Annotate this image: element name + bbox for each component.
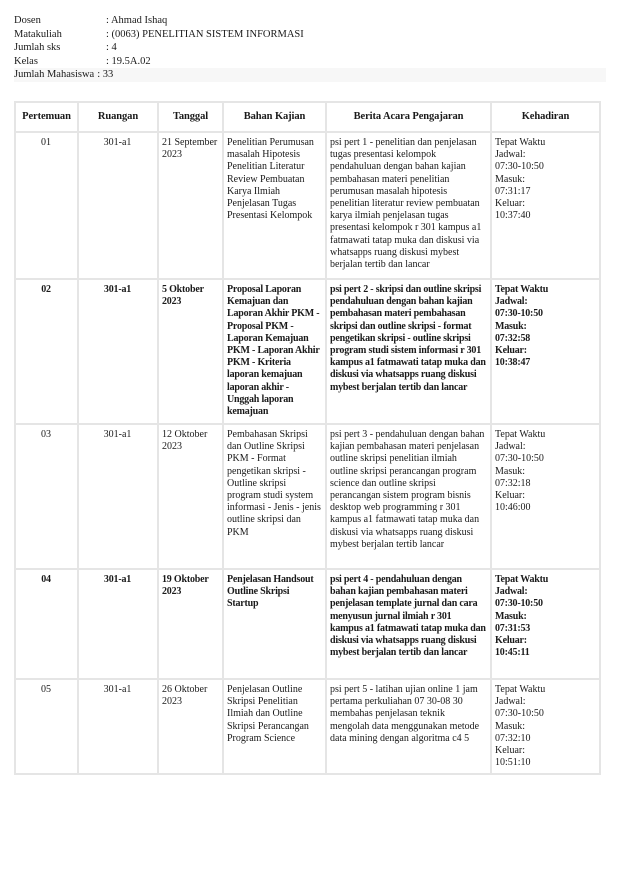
col-header-pertemuan: Pertemuan bbox=[15, 102, 78, 132]
cell-pertemuan: 02 bbox=[15, 279, 78, 424]
check-in-value: 07:32:18 bbox=[495, 477, 531, 489]
schedule-label: Jadwal: bbox=[495, 296, 528, 308]
info-label: Matakuliah bbox=[14, 28, 62, 40]
cell-berita-acara: psi pert 4 - pendahuluan dengan bahan kajian pembahasan materi penjelasan template jurnal dan cara menyusun jurnal ilmiah r 301 kampus a1 fatmawati tatap muka dan diskusi via whatsapps ruang diskusi mybest berjalan tertib dan lancar bbox=[326, 569, 491, 679]
info-value: : 33 bbox=[97, 69, 114, 81]
cell-berita-acara: psi pert 3 - pendahuluan dengan bahan kajian pembahasan materi penjelasan outline skripsi penelitian ilmiah outline skripsi perancangan program science dan outline skripsi perancangan sistem program bisnis desktop web programming r 301 kampus a1 fatmawati tatap muka dan diskusi via whatsapps ruang diskusi mybest berjalan tertib lancar bbox=[326, 424, 491, 569]
col-header-bahan-kajian: Bahan Kajian bbox=[223, 102, 326, 132]
cell-pertemuan: 03 bbox=[15, 424, 78, 569]
cell-kehadiran bbox=[491, 424, 600, 569]
schedule-value: 07:30-10:50 bbox=[495, 598, 543, 610]
table-row bbox=[15, 424, 600, 569]
check-out-label: Keluar: bbox=[495, 745, 525, 757]
cell-kehadiran bbox=[491, 679, 600, 774]
table-row bbox=[15, 569, 600, 679]
check-out-label: Keluar: bbox=[495, 345, 527, 357]
col-header-tanggal: Tanggal bbox=[158, 102, 223, 132]
cell-bahan-kajian: Penjelasan Handsout Outline Skripsi Startup bbox=[223, 569, 326, 679]
cell-berita-acara: psi pert 5 - latihan ujian online 1 jam pertama perkuliahan 07 30-08 30 membahas penjelasan teknik mengolah data menggunakan metode data mining dengan algoritma c4 5 bbox=[326, 679, 491, 774]
schedule-label: Jadwal: bbox=[495, 149, 526, 161]
cell-bahan-kajian: Penjelasan Outline Skripsi Penelitian Ilmiah dan Outline Skripsi Perancangan Program Science bbox=[223, 679, 326, 774]
table-row bbox=[15, 279, 600, 424]
schedule-value: 07:30-10:50 bbox=[495, 453, 544, 465]
course-info bbox=[14, 14, 606, 82]
check-out-value: 10:38:47 bbox=[495, 357, 531, 369]
attendance-status: Tepat Waktu bbox=[495, 684, 546, 695]
attendance-status: Tepat Waktu bbox=[495, 137, 546, 148]
info-label: Kelas bbox=[14, 55, 38, 67]
check-in-label: Masuk: bbox=[495, 610, 527, 622]
attendance-status: Tepat Waktu bbox=[495, 574, 549, 585]
attendance-status: Tepat Waktu bbox=[495, 429, 546, 440]
info-jumlah-sks bbox=[14, 41, 606, 55]
table-header-row bbox=[15, 102, 600, 132]
cell-pertemuan: 01 bbox=[15, 132, 78, 279]
info-matakuliah bbox=[14, 28, 606, 42]
cell-bahan-kajian: Penelitian Perumusan masalah Hipotesis Penelitian Literatur Review Pembuatan Karya Ilmiah Penjelasan Tugas Presentasi Kelompok bbox=[223, 132, 326, 279]
cell-tanggal: 12 Oktober 2023 bbox=[158, 424, 223, 569]
cell-bahan-kajian: Pembahasan Skripsi dan Outline Skripsi PKM - Format pengetikan skripsi - Outline skripsi program studi system informasi - Jenis - jenis outline skripsi dan PKM bbox=[223, 424, 326, 569]
check-out-value: 10:46:00 bbox=[495, 502, 531, 514]
cell-berita-acara: psi pert 2 - skripsi dan outline skripsi pendahuluan dengan bahan kajian pembahasan materi pembahasan skripsi dan outline skripsi - format pengetikan skripsi - outline skripsi program studi sistem informasi r 301 kampus a1 fatmawati tatap muka dan diskusi via whatsapps ruang diskusi mybest berjalan tertib dan lancar bbox=[326, 279, 491, 424]
cell-tanggal: 21 September 2023 bbox=[158, 132, 223, 279]
schedule-value: 07:30-10:50 bbox=[495, 708, 544, 720]
cell-berita-acara: psi pert 1 - penelitian dan penjelasan tugas presentasi kelompok pendahuluan dengan bahan kajian pembahasan materi penelitian perumusan masalah hipotesis penelitian literatur review pembuatan karya ilmiah penjelasan tugas presentasi kelompok r 301 kampus a1 fatmawati tatap muka dan diskusi via whatsapps ruang diskusi mybest berjalan tertib dan lancar bbox=[326, 132, 491, 279]
check-in-value: 07:32:58 bbox=[495, 332, 531, 344]
cell-ruangan: 301-a1 bbox=[78, 679, 158, 774]
check-in-label: Masuk: bbox=[495, 720, 525, 732]
check-out-value: 10:51:10 bbox=[495, 757, 531, 769]
cell-ruangan: 301-a1 bbox=[78, 424, 158, 569]
check-in-label: Masuk: bbox=[495, 320, 527, 332]
cell-ruangan: 301-a1 bbox=[78, 132, 158, 279]
schedule-label: Jadwal: bbox=[495, 441, 526, 453]
schedule-label: Jadwal: bbox=[495, 586, 528, 598]
check-out-value: 10:45:11 bbox=[495, 647, 530, 659]
check-in-label: Masuk: bbox=[495, 465, 525, 477]
info-value: : Ahmad Ishaq bbox=[106, 15, 168, 26]
schedule-label: Jadwal: bbox=[495, 696, 526, 708]
info-label: Jumlah Mahasiswa bbox=[14, 69, 95, 81]
info-dosen bbox=[14, 14, 606, 28]
attendance-status: Tepat Waktu bbox=[495, 284, 549, 295]
cell-kehadiran bbox=[491, 569, 600, 679]
attendance-table bbox=[14, 101, 601, 775]
cell-ruangan: 301-a1 bbox=[78, 279, 158, 424]
info-label: Dosen bbox=[14, 15, 41, 26]
cell-pertemuan: 04 bbox=[15, 569, 78, 679]
info-kelas bbox=[14, 55, 606, 69]
check-in-value: 07:31:17 bbox=[495, 185, 531, 197]
cell-bahan-kajian: Proposal Laporan Kemajuan dan Laporan Akhir PKM - Proposal PKM - Laporan Kemajuan PKM - Laporan Akhir PKM - Kriteria laporan kemajuan laporan akhir - Unggah laporan kemajuan bbox=[223, 279, 326, 424]
check-in-value: 07:31:53 bbox=[495, 622, 531, 634]
check-in-value: 07:32:10 bbox=[495, 732, 531, 744]
info-value: : 19.5A.02 bbox=[106, 55, 151, 67]
info-label: Jumlah sks bbox=[14, 42, 61, 54]
col-header-ruangan: Ruangan bbox=[78, 102, 158, 132]
table-row bbox=[15, 132, 600, 279]
schedule-value: 07:30-10:50 bbox=[495, 308, 543, 320]
info-jumlah-mahasiswa bbox=[14, 68, 606, 82]
cell-tanggal: 26 Oktober 2023 bbox=[158, 679, 223, 774]
info-value: : 4 bbox=[106, 42, 117, 54]
cell-tanggal: 19 Oktober 2023 bbox=[158, 569, 223, 679]
check-in-label: Masuk: bbox=[495, 173, 525, 185]
cell-pertemuan: 05 bbox=[15, 679, 78, 774]
check-out-label: Keluar: bbox=[495, 635, 527, 647]
check-out-value: 10:37:40 bbox=[495, 210, 531, 222]
schedule-value: 07:30-10:50 bbox=[495, 161, 544, 173]
col-header-kehadiran: Kehadiran bbox=[491, 102, 600, 132]
cell-ruangan: 301-a1 bbox=[78, 569, 158, 679]
col-header-berita-acara: Berita Acara Pengajaran bbox=[326, 102, 491, 132]
cell-kehadiran bbox=[491, 279, 600, 424]
check-out-label: Keluar: bbox=[495, 490, 525, 502]
info-value: : (0063) PENELITIAN SISTEM INFORMASI bbox=[106, 28, 304, 40]
check-out-label: Keluar: bbox=[495, 198, 525, 210]
cell-tanggal: 5 Oktober 2023 bbox=[158, 279, 223, 424]
cell-kehadiran bbox=[491, 132, 600, 279]
table-row bbox=[15, 679, 600, 774]
